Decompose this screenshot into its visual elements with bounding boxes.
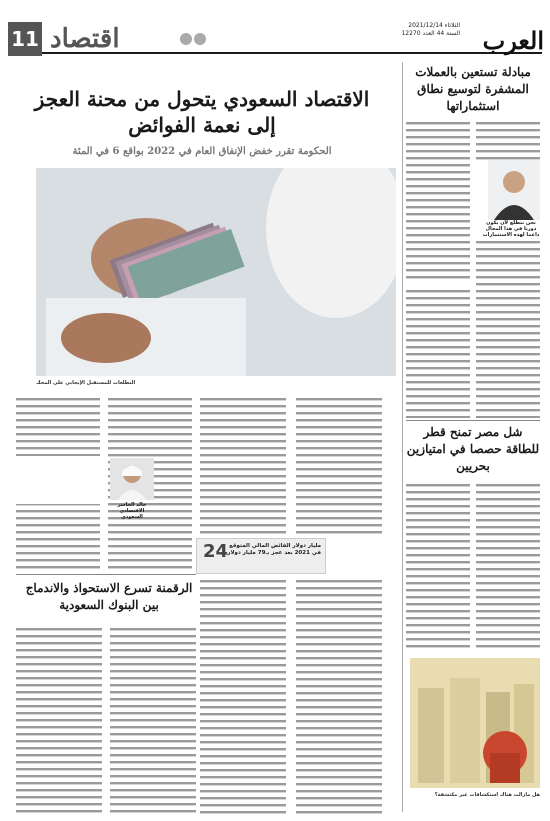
body-col-middle	[200, 396, 384, 536]
stat-box	[196, 538, 326, 574]
main-photo	[36, 168, 396, 376]
divider	[16, 574, 196, 575]
right-headline-1: مبادلة تستعين بالعملات المشفرة لتوسيع نطاق استثماراتها	[415, 65, 531, 113]
body-col-left	[16, 396, 192, 576]
page-number: 11	[8, 22, 42, 56]
section-title: اقتصاد	[50, 24, 120, 54]
quote-portrait	[488, 160, 540, 220]
main-subheadline: الحكومة تقرر خفض الإنفاق العام في 2022 بواقع 6 في المئة	[72, 146, 332, 157]
divider-right	[406, 420, 540, 421]
main-headline: الاقتصاد السعودي يتحول من محنة العجز إلى نعمة الفوائض	[34, 87, 370, 137]
body-col-lower	[200, 578, 384, 814]
bottom-story-body	[16, 626, 196, 816]
gas-plant-photo	[410, 658, 540, 788]
issue-info	[401, 22, 460, 38]
right-headline-2: شل مصر تمنح قطر للطاقة حصصا في امتيازين بحريين	[406, 425, 540, 473]
portrait-caption: خالد الجاسر الاقتصادي السعودي	[117, 502, 147, 520]
stat-label: مليار دولار الفائض المالي المتوقع في 2021 بعد عجز بـ79 مليار دولار	[227, 543, 321, 556]
stat-number: 24	[203, 541, 229, 562]
person-icon	[110, 458, 154, 500]
newspaper-logo: العرب	[482, 26, 544, 55]
portrait-photo	[110, 458, 154, 500]
bottom-headline: الرقمنة تسرع الاستحواذ والاندماج بين البنوك السعودية	[25, 581, 193, 612]
quote-caption: نحن نتطلع لأن يكون دورنا في هذا المجال داعما لهذه الاستثمارات	[482, 220, 540, 238]
banknotes-photo	[36, 168, 396, 376]
right-story-2-body	[406, 482, 540, 654]
industrial-plant-icon	[410, 658, 540, 788]
main-photo-caption: التطلعات للمستقبل الإيجابي على المحك	[36, 380, 136, 386]
person-icon	[488, 160, 540, 220]
section-quote-icon	[178, 30, 208, 48]
issue-number: السنة 44 العدد 12270	[401, 30, 460, 37]
issue-date: الثلاثاء 2021/12/14	[408, 22, 460, 29]
plant-photo-caption: هل مازالت هناك استكشافات غير مكتشفة؟	[434, 792, 540, 798]
